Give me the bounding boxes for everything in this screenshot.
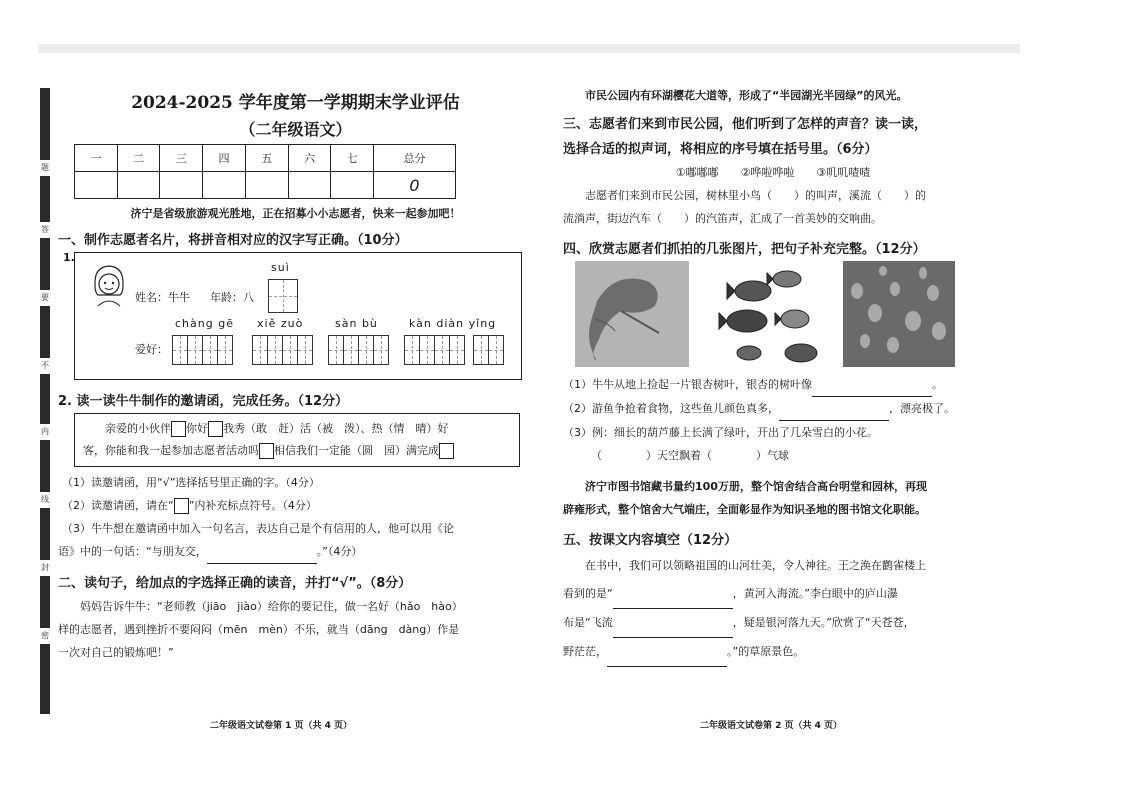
- q3-line: 样的志愿者，遇到挫折不要闷闷（mēn mèn）不乐，就当（dāng dàng）作是: [58, 623, 460, 636]
- score-cell[interactable]: [117, 172, 160, 199]
- score-header: 七: [331, 145, 374, 172]
- library-text: 辟雍形式，整个馆舍大气端庄，全面彰显作为知识圣地的图书馆文化职能。: [563, 503, 926, 516]
- score-header: 三: [160, 145, 203, 172]
- invitation-letter: [74, 413, 520, 467]
- spine-label: 线: [40, 492, 50, 508]
- spine-label: 答: [40, 222, 50, 238]
- score-table: [74, 144, 456, 199]
- answer-blank[interactable]: [613, 580, 733, 609]
- q5-title: 五、按课文内容填空（12分）: [563, 533, 738, 548]
- hobby-label: 爱好：: [135, 343, 168, 356]
- child-face-icon: [90, 263, 128, 307]
- q5-text: 。”的草原景色。: [727, 645, 805, 658]
- spine-label: 密: [40, 628, 50, 644]
- spine-label: 封: [40, 560, 50, 576]
- letter-text: 我秀（敢 赶）活（被 泼）、热（情 晴）好: [223, 422, 449, 435]
- answer-blank[interactable]: [779, 397, 889, 421]
- answer-blank[interactable]: [607, 638, 727, 667]
- pinyin-kandianying: kàn diàn yǐng: [409, 317, 497, 330]
- fish-illustration: [707, 261, 825, 367]
- writing-grid[interactable]: [173, 335, 233, 365]
- spine-label: 要: [40, 290, 50, 306]
- q2-sub3-text: 。”（4分）: [316, 545, 363, 558]
- q4-s2: （2）游鱼争抢着食物，这些鱼儿颜色真多，: [563, 402, 779, 415]
- answer-blank[interactable]: [207, 540, 317, 564]
- punctuation-box[interactable]: [208, 421, 223, 437]
- total-mark: 0: [409, 175, 420, 195]
- q2-sub2-text: （2）读邀请函，请在“: [62, 499, 174, 512]
- library-text: 济宁市图书馆藏书量约100万册，整个馆舍结合高台明堂和园林，再现: [585, 480, 927, 493]
- q5-text: ，黄河入海流。”李白眼中的庐山瀑: [732, 587, 898, 600]
- q4-s3-answer: （ ）天空飘着（ ）气球: [591, 449, 789, 462]
- q4-s1: （1）牛牛从地上捡起一片银杏树叶，银杏的树叶像: [563, 378, 812, 391]
- score-cell[interactable]: [75, 172, 118, 199]
- q1-title: 一、制作志愿者名片，将拼音相对应的汉字写正确。（10分）: [58, 233, 408, 248]
- q5-text: 布是“飞流: [563, 616, 613, 629]
- writing-grid[interactable]: [405, 335, 504, 365]
- answer-blank[interactable]: [613, 609, 733, 638]
- q3-title: 三、志愿者们来到市民公园，他们听到了怎样的声音？读一读，: [563, 117, 928, 132]
- punctuation-box-sample: [174, 498, 189, 514]
- score-cell[interactable]: [203, 172, 246, 199]
- name-card-box: [63, 251, 522, 380]
- punctuation-box[interactable]: [171, 421, 186, 437]
- letter-text: 亲爱的小伙伴: [105, 422, 171, 435]
- score-cell[interactable]: [160, 172, 203, 199]
- onomatopoeia-options: ①嘟嘟嘟 ②哗啦哗啦 ③叽叽喳喳: [675, 166, 871, 179]
- spine-label: 题: [40, 160, 50, 176]
- q2-sub1: （1）读邀请函，用“√”选择括号里正确的字。（4分）: [62, 476, 320, 489]
- q5-text: 看到的是“: [563, 587, 613, 600]
- q2-sub3: （3）牛牛想在邀请函中加入一句名言，表达自己是个有信用的人，他可以用《论: [62, 522, 454, 535]
- page-footer: 二年级语文试卷第 1 页（共 4 页）: [210, 721, 353, 731]
- ginkgo-leaf-photo: [575, 261, 689, 367]
- q3-line: 一次对自己的锻炼吧！”: [58, 646, 174, 659]
- letter-text: 相信我们一定能（圆 园）满完成: [274, 444, 439, 457]
- pinyin-changge: chàng gē: [175, 317, 234, 330]
- pinyin-sanbu: sàn bù: [335, 317, 378, 330]
- writing-grid[interactable]: [329, 335, 389, 365]
- score-header: 五: [245, 145, 288, 172]
- spine-label: 内: [40, 424, 50, 440]
- spine-label: 不: [40, 358, 50, 374]
- park-line: 市民公园内有环湖樱花大道等，形成了“半园湖光半园绿”的风光。: [585, 89, 908, 102]
- score-header: 一: [75, 145, 118, 172]
- q5-text: 野茫茫，: [563, 645, 607, 658]
- score-header: 六: [288, 145, 331, 172]
- age-label: 年龄：八: [210, 291, 254, 304]
- page-footer: 二年级语文试卷第 2 页（共 4 页）: [700, 721, 843, 731]
- writing-grid[interactable]: [253, 335, 313, 365]
- q4-s2: ，漂亮极了。: [889, 402, 955, 415]
- pinyin-sui: suì: [271, 261, 290, 274]
- exam-title: 2024-2025 学年度第一学期期末学业评估: [131, 93, 460, 113]
- q3-line: 妈妈告诉牛牛：“老师教（jiāo jiào）给你的要记住，做一名好（hǎo hào）: [80, 600, 463, 613]
- q1-number: 1.: [63, 251, 75, 264]
- exam-subtitle: （二年级语文）: [239, 120, 352, 139]
- writing-grid[interactable]: [269, 279, 298, 313]
- q2-title: 2. 读一读牛牛制作的邀请函，完成任务。（12分）: [58, 394, 349, 409]
- intro-text: 济宁是省级旅游观光胜地，正在招募小小志愿者，快来一起参加吧！: [130, 207, 461, 220]
- score-header: 二: [117, 145, 160, 172]
- q3-title: 二、读句子，给加点的字选择正确的读音，并打“√”。（8分）: [58, 576, 412, 591]
- right-page: 市民公园内有环湖樱花大道等，形成了“半园湖光半园绿”的风光。 三、志愿者们来到市民公园，他们听到了怎样的声音？读一读， 选择合适的拟声词，将相应的序号填在括号里。（6分） ①嘟嘟嘟 ②哗啦哗啦 ③叽叽喳喳 志愿者们来到市民公园，树林里小鸟（ ）的叫声，溪流（ ）的 流淌声，街边汽车（ ）的汽笛声，汇成了一首美妙的交响曲。 四、欣赏志愿者们抓拍的几张图片，把句子补充完整。（12分） （1）牛牛从地上捡起一片银杏树叶，银杏的树叶像 。 （2）游鱼争抢着食物，这些鱼儿颜色真多， ，漂亮极了。 （3）例：细长的葫芦藤上长满了绿叶，开出了几朵雪白的小花。 （ ）天空飘着（ ）气球 济宁市图书馆藏书量约100万册，整个馆舍结合高台明堂和园林，再现 辟雍形式，整个馆舍大气端庄，全面彰显作为知识圣地的图书馆文化职能。 五、按课文内容填空（12分） 在书中，我们可以领略祖国的山河壮美，令人神往。王之涣在鹳雀楼上 看到的是“ ，黄河入海流。”李白眼中的庐山瀑 布是“飞流 ，疑是银河落九天。”欣赏了“天苍苍， 野茫茫， 。”的草原景色。: [563, 84, 983, 744]
- total-score-cell[interactable]: [374, 172, 456, 199]
- top-edge-strip: [38, 44, 1020, 53]
- score-cell[interactable]: [331, 172, 374, 199]
- score-cell[interactable]: [245, 172, 288, 199]
- answer-blank[interactable]: [812, 373, 932, 397]
- q4-s3: （3）例：细长的葫芦藤上长满了绿叶，开出了几朵雪白的小花。: [563, 426, 878, 439]
- name-label: 姓名：牛牛: [135, 291, 190, 304]
- pinyin-xiezuo: xiě zuò: [257, 317, 304, 330]
- q2-sub2-text: ”内补充标点符号。（4分）: [188, 499, 317, 512]
- score-header: 总分: [374, 145, 456, 172]
- letter-text: 客，你能和我一起参加志愿者活动吗: [83, 444, 259, 457]
- q5-line: 在书中，我们可以领略祖国的山河壮美，令人神往。王之涣在鹳雀楼上: [585, 559, 926, 572]
- left-page: [58, 84, 533, 744]
- letter-text: 你好: [186, 422, 208, 435]
- q3-line: 流淌声，街边汽车（ ）的汽笛声，汇成了一首美妙的交响曲。: [563, 212, 882, 225]
- q3-line: 志愿者们来到市民公园，树林里小鸟（ ）的叫声，溪流（ ）的: [585, 189, 926, 202]
- score-cell[interactable]: [288, 172, 331, 199]
- balloons-photo: [843, 261, 955, 367]
- q4-title: 四、欣赏志愿者们抓拍的几张图片，把句子补充完整。（12分）: [563, 242, 926, 257]
- binding-spine: [40, 88, 50, 714]
- q5-text: ，疑是银河落九天。”欣赏了“天苍苍，: [732, 616, 915, 629]
- punctuation-box[interactable]: [439, 443, 454, 459]
- punctuation-box[interactable]: [259, 443, 274, 459]
- score-header: 四: [203, 145, 246, 172]
- q2-sub3-text: 语》中的一句话：“与朋友交，: [58, 545, 207, 558]
- q3-title-cont: 选择合适的拟声词，将相应的序号填在括号里。（6分）: [563, 142, 878, 157]
